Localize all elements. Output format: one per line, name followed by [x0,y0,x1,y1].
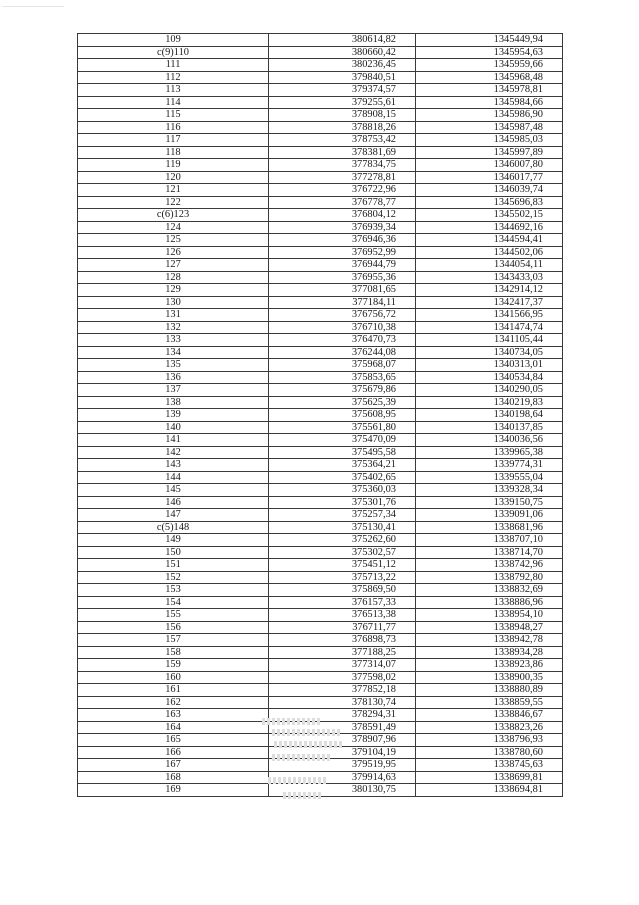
y-coordinate-cell: 1341105,44 [416,334,563,347]
y-coordinate-cell: 1345449,94 [416,34,563,47]
table-row [78,559,563,572]
x-coordinate-cell: 375561,80 [269,421,416,434]
x-coordinate-cell: 375495,58 [269,446,416,459]
y-coordinate-cell: 1345968,48 [416,71,563,84]
point-number-cell: 131 [78,309,269,322]
point-number-cell: 116 [78,121,269,134]
point-number-cell: 147 [78,509,269,522]
y-coordinate-cell: 1338880,89 [416,684,563,697]
table-row [78,59,563,72]
x-coordinate-cell: 375451,12 [269,559,416,572]
table-row [78,534,563,547]
x-coordinate-cell: 375679,86 [269,384,416,397]
point-number-cell: 153 [78,584,269,597]
table-row [78,596,563,609]
point-number-cell: 141 [78,434,269,447]
y-coordinate-cell: 1342417,37 [416,296,563,309]
table-row [78,496,563,509]
x-coordinate-cell: 380660,42 [269,46,416,59]
point-number-cell: 169 [78,784,269,797]
point-number-cell: 158 [78,646,269,659]
y-coordinate-cell: 1339774,31 [416,459,563,472]
bleed-through-mark [268,777,328,784]
x-coordinate-cell: 378294,31 [269,709,416,722]
table-row [78,246,563,259]
x-coordinate-cell: 376944,79 [269,259,416,272]
y-coordinate-cell: 1339091,06 [416,509,563,522]
point-number-cell: 162 [78,696,269,709]
table-row [78,134,563,147]
point-number-cell: 120 [78,171,269,184]
x-coordinate-cell: 377081,65 [269,284,416,297]
x-coordinate-cell: 378591,49 [269,721,416,734]
y-coordinate-cell: 1338942,78 [416,634,563,647]
y-coordinate-cell: 1344054,11 [416,259,563,272]
point-number-cell: 114 [78,96,269,109]
y-coordinate-cell: 1345959,66 [416,59,563,72]
x-coordinate-cell: 378907,96 [269,734,416,747]
point-number-cell: 144 [78,471,269,484]
point-number-cell: 155 [78,609,269,622]
x-coordinate-cell: 379914,63 [269,771,416,784]
y-coordinate-cell: 1340219,83 [416,396,563,409]
x-coordinate-cell: 376711,77 [269,621,416,634]
point-number-cell: 119 [78,159,269,172]
table-row [78,171,563,184]
table-row [78,46,563,59]
x-coordinate-cell: 377278,81 [269,171,416,184]
y-coordinate-cell: 1338707,10 [416,534,563,547]
y-coordinate-cell: 1338954,10 [416,609,563,622]
point-number-cell: 146 [78,496,269,509]
table-row [78,184,563,197]
x-coordinate-cell: 375301,76 [269,496,416,509]
point-number-cell: 130 [78,296,269,309]
point-number-cell: 164 [78,721,269,734]
point-number-cell: 157 [78,634,269,647]
x-coordinate-cell: 379374,57 [269,84,416,97]
table-row [78,659,563,672]
coordinates-table-body [78,34,563,797]
x-coordinate-cell: 380614,82 [269,34,416,47]
y-coordinate-cell: 1338886,96 [416,596,563,609]
table-row [78,459,563,472]
table-row [78,346,563,359]
table-row [78,296,563,309]
table-row [78,71,563,84]
x-coordinate-cell: 375302,57 [269,546,416,559]
point-number-cell: 140 [78,421,269,434]
x-coordinate-cell: 376898,73 [269,634,416,647]
x-coordinate-cell: 380130,75 [269,784,416,797]
table-row [78,209,563,222]
point-number-cell: с(6)123 [78,209,269,222]
y-coordinate-cell: 1340137,85 [416,421,563,434]
y-coordinate-cell: 1345984,66 [416,96,563,109]
x-coordinate-cell: 377852,18 [269,684,416,697]
y-coordinate-cell: 1346039,74 [416,184,563,197]
y-coordinate-cell: 1340290,05 [416,384,563,397]
table-row [78,234,563,247]
x-coordinate-cell: 380236,45 [269,59,416,72]
y-coordinate-cell: 1343433,03 [416,271,563,284]
x-coordinate-cell: 377184,11 [269,296,416,309]
point-number-cell: 149 [78,534,269,547]
x-coordinate-cell: 375713,22 [269,571,416,584]
table-row [78,121,563,134]
point-number-cell: 161 [78,684,269,697]
x-coordinate-cell: 375470,09 [269,434,416,447]
point-number-cell: 151 [78,559,269,572]
x-coordinate-cell: 376710,38 [269,321,416,334]
x-coordinate-cell: 375262,60 [269,534,416,547]
table-row [78,634,563,647]
point-number-cell: 125 [78,234,269,247]
y-coordinate-cell: 1338780,60 [416,746,563,759]
y-coordinate-cell: 1338699,81 [416,771,563,784]
point-number-cell: 150 [78,546,269,559]
table-row [78,34,563,47]
x-coordinate-cell: 375968,07 [269,359,416,372]
x-coordinate-cell: 376513,38 [269,609,416,622]
point-number-cell: 143 [78,459,269,472]
table-row [78,396,563,409]
bleed-through-mark [262,718,322,725]
table-row [78,284,563,297]
y-coordinate-cell: 1338742,96 [416,559,563,572]
x-coordinate-cell: 376804,12 [269,209,416,222]
point-number-cell: 112 [78,71,269,84]
y-coordinate-cell: 1344594,41 [416,234,563,247]
point-number-cell: 122 [78,196,269,209]
point-number-cell: 138 [78,396,269,409]
point-number-cell: 128 [78,271,269,284]
y-coordinate-cell: 1340198,64 [416,409,563,422]
point-number-cell: 137 [78,384,269,397]
x-coordinate-cell: 376955,36 [269,271,416,284]
point-number-cell: 118 [78,146,269,159]
x-coordinate-cell: 377188,25 [269,646,416,659]
x-coordinate-cell: 375869,50 [269,584,416,597]
point-number-cell: 160 [78,671,269,684]
table-row [78,371,563,384]
point-number-cell: 133 [78,334,269,347]
table-row [78,221,563,234]
point-number-cell: 139 [78,409,269,422]
point-number-cell: 126 [78,246,269,259]
y-coordinate-cell: 1338745,63 [416,759,563,772]
y-coordinate-cell: 1345987,48 [416,121,563,134]
point-number-cell: 165 [78,734,269,747]
x-coordinate-cell: 378381,69 [269,146,416,159]
y-coordinate-cell: 1338792,80 [416,571,563,584]
x-coordinate-cell: 376952,99 [269,246,416,259]
y-coordinate-cell: 1338796,93 [416,734,563,747]
x-coordinate-cell: 375853,65 [269,371,416,384]
table-row [78,509,563,522]
table-row [78,309,563,322]
x-coordinate-cell: 375364,21 [269,459,416,472]
x-coordinate-cell: 375625,39 [269,396,416,409]
x-coordinate-cell: 375130,41 [269,521,416,534]
table-row [78,696,563,709]
y-coordinate-cell: 1341474,74 [416,321,563,334]
y-coordinate-cell: 1338714,70 [416,546,563,559]
point-number-cell: 113 [78,84,269,97]
point-number-cell: 156 [78,621,269,634]
y-coordinate-cell: 1338823,26 [416,721,563,734]
table-row [78,271,563,284]
table-row [78,196,563,209]
bleed-through-mark [272,729,342,736]
table-row [78,521,563,534]
coordinates-table [77,33,563,797]
point-number-cell: 134 [78,346,269,359]
y-coordinate-cell: 1346007,80 [416,159,563,172]
y-coordinate-cell: 1344502,06 [416,246,563,259]
y-coordinate-cell: 1338859,55 [416,696,563,709]
y-coordinate-cell: 1338832,69 [416,584,563,597]
table-row [78,109,563,122]
point-number-cell: 152 [78,571,269,584]
point-number-cell: 121 [78,184,269,197]
point-number-cell: 166 [78,746,269,759]
table-row [78,546,563,559]
y-coordinate-cell: 1346017,77 [416,171,563,184]
point-number-cell: 163 [78,709,269,722]
x-coordinate-cell: 376756,72 [269,309,416,322]
point-number-cell: 135 [78,359,269,372]
x-coordinate-cell: 375360,03 [269,484,416,497]
y-coordinate-cell: 1339965,38 [416,446,563,459]
point-number-cell: 124 [78,221,269,234]
y-coordinate-cell: 1345986,90 [416,109,563,122]
table-row [78,384,563,397]
table-row [78,321,563,334]
y-coordinate-cell: 1339555,04 [416,471,563,484]
table-row [78,159,563,172]
x-coordinate-cell: 376157,33 [269,596,416,609]
x-coordinate-cell: 377598,02 [269,671,416,684]
table-row [78,471,563,484]
point-number-cell: 111 [78,59,269,72]
table-row [78,671,563,684]
x-coordinate-cell: 378818,26 [269,121,416,134]
y-coordinate-cell: 1345997,89 [416,146,563,159]
x-coordinate-cell: 376939,34 [269,221,416,234]
bleed-through-mark [283,792,323,799]
y-coordinate-cell: 1339150,75 [416,496,563,509]
point-number-cell: 167 [78,759,269,772]
x-coordinate-cell: 378908,15 [269,109,416,122]
y-coordinate-cell: 1341566,95 [416,309,563,322]
y-coordinate-cell: 1338948,27 [416,621,563,634]
x-coordinate-cell: 376778,77 [269,196,416,209]
table-row [78,259,563,272]
y-coordinate-cell: 1338900,35 [416,671,563,684]
y-coordinate-cell: 1338681,96 [416,521,563,534]
point-number-cell: с(9)110 [78,46,269,59]
table-row [78,484,563,497]
point-number-cell: 142 [78,446,269,459]
table-row [78,409,563,422]
point-number-cell: 168 [78,771,269,784]
y-coordinate-cell: 1338923,86 [416,659,563,672]
y-coordinate-cell: 1344692,16 [416,221,563,234]
table-row [78,359,563,372]
scan-artifact-line [2,6,64,7]
point-number-cell: 132 [78,321,269,334]
table-row [78,96,563,109]
x-coordinate-cell: 376470,73 [269,334,416,347]
x-coordinate-cell: 378130,74 [269,696,416,709]
point-number-cell: 129 [78,284,269,297]
y-coordinate-cell: 1339328,34 [416,484,563,497]
x-coordinate-cell: 375257,34 [269,509,416,522]
x-coordinate-cell: 375402,65 [269,471,416,484]
x-coordinate-cell: 379104,19 [269,746,416,759]
table-row [78,571,563,584]
table-row [78,621,563,634]
table-row [78,84,563,97]
y-coordinate-cell: 1345696,83 [416,196,563,209]
x-coordinate-cell: 376946,36 [269,234,416,247]
y-coordinate-cell: 1338934,28 [416,646,563,659]
table-row [78,421,563,434]
point-number-cell: 154 [78,596,269,609]
table-row [78,434,563,447]
point-number-cell: 145 [78,484,269,497]
table-row [78,334,563,347]
point-number-cell: с(5)148 [78,521,269,534]
x-coordinate-cell: 377834,75 [269,159,416,172]
y-coordinate-cell: 1345978,81 [416,84,563,97]
y-coordinate-cell: 1340534,84 [416,371,563,384]
y-coordinate-cell: 1340036,56 [416,434,563,447]
x-coordinate-cell: 377314,07 [269,659,416,672]
x-coordinate-cell: 379840,51 [269,71,416,84]
x-coordinate-cell: 375608,95 [269,409,416,422]
x-coordinate-cell: 379519,95 [269,759,416,772]
y-coordinate-cell: 1345502,15 [416,209,563,222]
y-coordinate-cell: 1338694,81 [416,784,563,797]
point-number-cell: 109 [78,34,269,47]
x-coordinate-cell: 378753,42 [269,134,416,147]
point-number-cell: 127 [78,259,269,272]
y-coordinate-cell: 1338846,67 [416,709,563,722]
point-number-cell: 159 [78,659,269,672]
table-row [78,584,563,597]
table-row [78,609,563,622]
table-row [78,646,563,659]
table-row [78,446,563,459]
point-number-cell: 136 [78,371,269,384]
y-coordinate-cell: 1345954,63 [416,46,563,59]
point-number-cell: 115 [78,109,269,122]
x-coordinate-cell: 376244,08 [269,346,416,359]
y-coordinate-cell: 1340734,05 [416,346,563,359]
bleed-through-mark [272,754,332,761]
table-row [78,146,563,159]
x-coordinate-cell: 379255,61 [269,96,416,109]
y-coordinate-cell: 1340313,01 [416,359,563,372]
bleed-through-mark [274,741,344,748]
point-number-cell: 117 [78,134,269,147]
y-coordinate-cell: 1342914,12 [416,284,563,297]
x-coordinate-cell: 376722,96 [269,184,416,197]
y-coordinate-cell: 1345985,03 [416,134,563,147]
table-row [78,684,563,697]
